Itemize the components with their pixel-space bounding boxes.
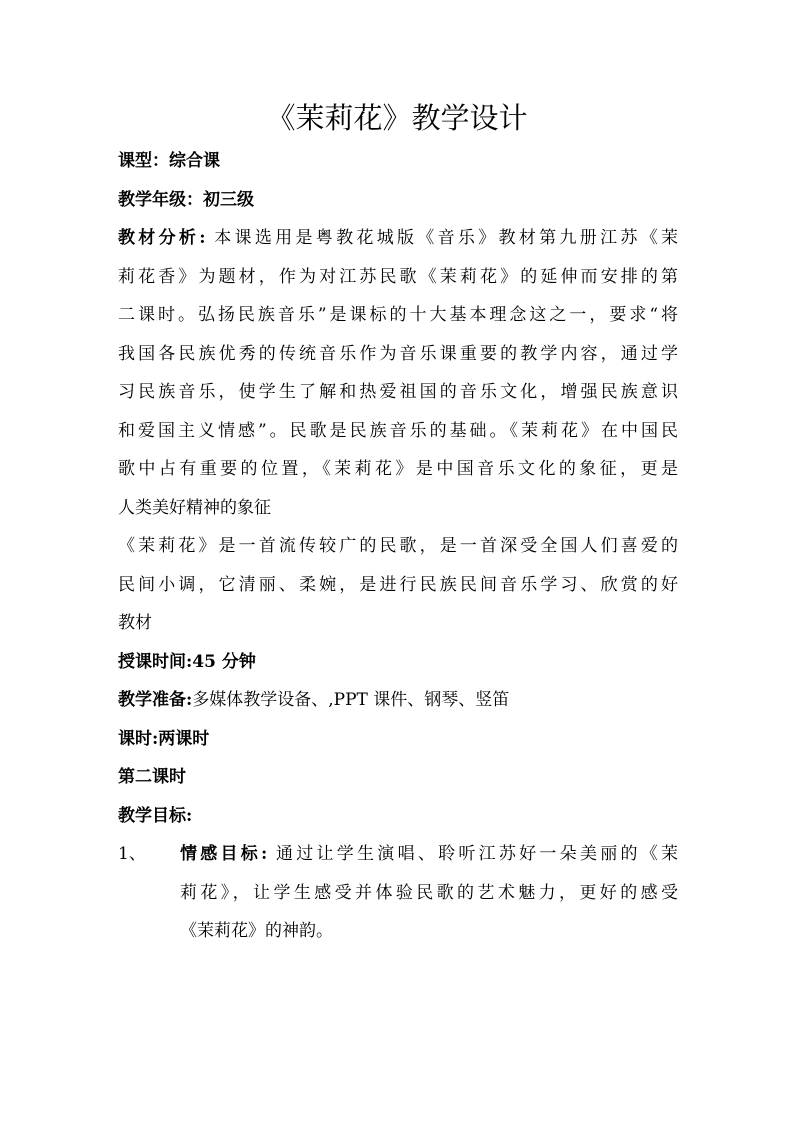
document-title: 《茉莉花》教学设计 xyxy=(266,101,528,135)
document-body xyxy=(118,142,678,951)
goal-body xyxy=(180,835,678,951)
analysis-line: 和爱国主义情感”。民歌是民族音乐的基础。《茉莉花》在中国民 xyxy=(118,420,678,441)
analysis-line: 人类美好精神的象征 xyxy=(118,497,271,518)
goal-line: 《茉莉花》的神韵。 xyxy=(180,921,333,941)
time-value: 45 分钟 xyxy=(192,651,256,672)
goals-heading: 教学目标: xyxy=(118,805,193,826)
analysis-label: 教材分析: xyxy=(118,228,206,248)
analysis-line: 歌中占有重要的位置，《茉莉花》是中国音乐文化的象征，更是 xyxy=(118,459,678,479)
description-line: 民间小调，它清丽、柔婉，是进行民族民间音乐学习、欣赏的好 xyxy=(118,574,678,595)
goal-number: 1、 xyxy=(118,844,146,864)
goal-label: 情感目标: xyxy=(180,844,268,864)
analysis-line: 莉花香》为题材，作为对江苏民歌《茉莉花》的延伸而安排的第 xyxy=(118,266,678,287)
goal-line: 莉花》，让学生感受并体验民歌的艺术魅力，更好的感受 xyxy=(180,882,678,903)
course-type-value: 综合课 xyxy=(169,151,220,171)
grade-line xyxy=(118,181,678,220)
goal-line xyxy=(180,835,678,874)
prep-line xyxy=(118,681,678,720)
description-line: 教材 xyxy=(118,613,152,633)
analysis-line xyxy=(118,219,678,258)
course-type-label: 课型： xyxy=(118,151,169,171)
hours-line xyxy=(118,720,678,759)
goal-text: 通过让学生演唱、聆听江苏好一朵美丽的《茉 xyxy=(267,844,678,864)
description-paragraph xyxy=(118,527,678,643)
prep-label: 教学准备: xyxy=(118,690,193,710)
hours-label: 课时: xyxy=(118,728,159,749)
course-type-line xyxy=(118,142,678,181)
analysis-line: 二课时。弘扬民族音乐”是课标的十大基本理念这之一，要求“将 xyxy=(118,305,678,325)
analysis-line: 我国各民族优秀的传统音乐作为音乐课重要的教学内容，通过学 xyxy=(118,343,678,364)
time-label: 授课时间: xyxy=(118,651,193,672)
session-heading: 第二课时 xyxy=(118,767,186,787)
analysis-line: 习民族音乐，使学生了解和热爱祖国的音乐文化，增强民族意识 xyxy=(118,382,678,402)
analysis-text: 本课选用是粤教花城版《音乐》教材第九册江苏《茉 xyxy=(205,228,678,248)
description-line: 《茉莉花》是一首流传较广的民歌，是一首深受全国人们喜爱的 xyxy=(118,536,678,556)
time-line xyxy=(118,643,678,682)
hours-value: 两课时 xyxy=(158,728,210,749)
grade-label: 教学年级： xyxy=(118,189,203,210)
goal-item-1 xyxy=(118,835,678,951)
analysis-paragraph xyxy=(118,219,678,527)
prep-value: 多媒体教学设备、,PPT 课件、钢琴、竖笛 xyxy=(192,690,510,710)
grade-value: 初三级 xyxy=(203,189,254,210)
